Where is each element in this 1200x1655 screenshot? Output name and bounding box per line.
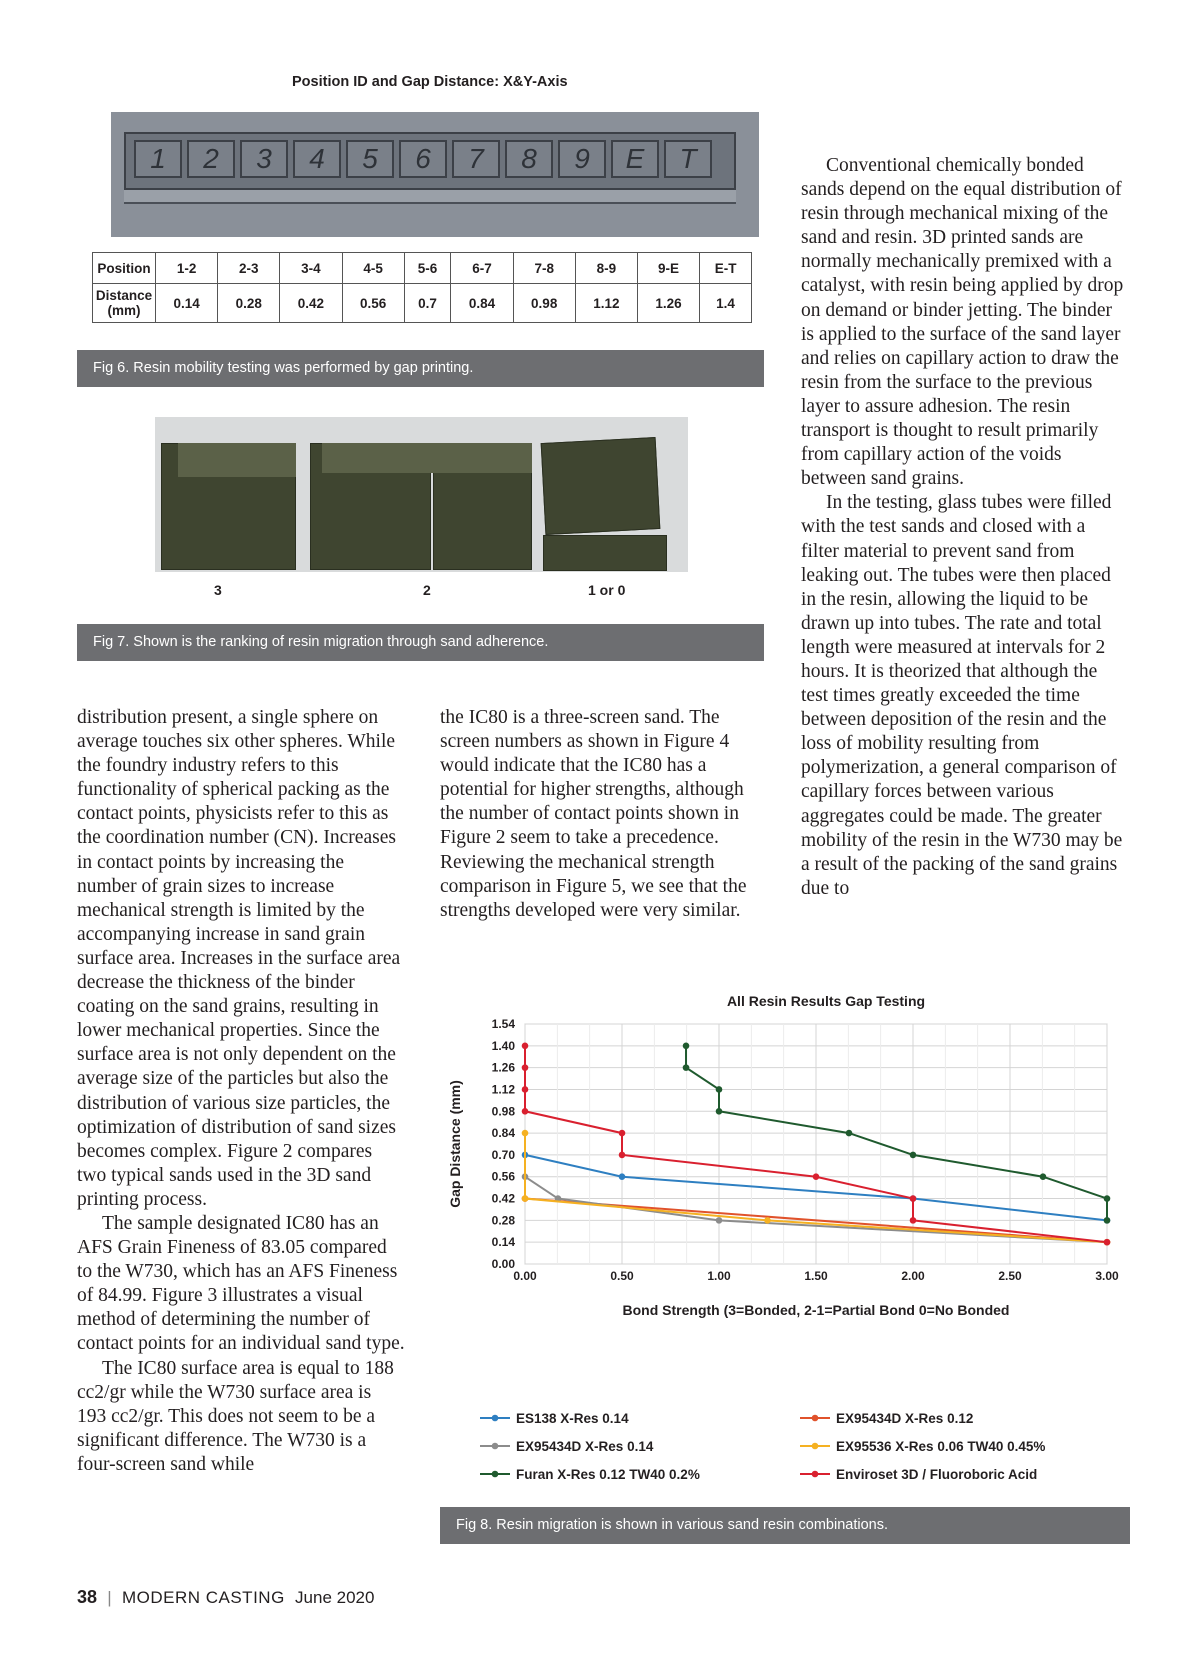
- distance-cell: 0.42: [280, 284, 342, 323]
- position-cell: 9-E: [637, 253, 699, 284]
- y-tick-label: 1.26: [491, 1060, 515, 1075]
- paragraph: In the testing, glass tubes were filled with the test sands and closed with a filter material to prevent sand from leaking out. The tubes were then placed in the resin, allowing the liquid to be drawn up into tubes. The rate and total length were measured at intervals for 2 hours. It is theorized that although the test times greatly exceeded the time between deposition of the resin and the loss of mobility resulting from polymerization, a general comparison of capillary forces between various aggregates could be made. The greater mobility of the resin in the W730 may be a result of the packing of the sand grains due to: [801, 492, 1123, 899]
- data-point: [716, 1086, 723, 1093]
- distance-cell: 1.12: [575, 284, 637, 323]
- position-header: Position: [93, 253, 156, 284]
- position-cell: 6-7: [451, 253, 513, 284]
- data-point: [910, 1195, 917, 1202]
- distance-cell: 0.28: [218, 284, 280, 323]
- legend-label: Enviroset 3D / Fluoroboric Acid: [836, 1467, 1038, 1482]
- block-label: 3: [240, 140, 288, 178]
- distance-header: Distance (mm): [93, 284, 156, 323]
- issue-date: June 2020: [295, 1588, 375, 1607]
- cube-2-top: [322, 443, 532, 473]
- x-tick-label: 0.50: [610, 1269, 634, 1283]
- y-tick-label: 0.98: [491, 1104, 515, 1119]
- data-point: [764, 1217, 771, 1224]
- y-tick-label: 0.56: [491, 1169, 515, 1184]
- data-point: [522, 1064, 529, 1071]
- position-table: [92, 252, 752, 323]
- data-point: [1104, 1239, 1111, 1246]
- distance-cell: 0.7: [404, 284, 451, 323]
- x-tick-label: 1.00: [707, 1269, 731, 1283]
- distance-cell: 1.4: [700, 284, 752, 323]
- position-cell: 5-6: [404, 253, 451, 284]
- block-label: 9: [558, 140, 606, 178]
- block-label: 8: [505, 140, 553, 178]
- cube-label-1-or-0: 1 or 0: [588, 582, 626, 598]
- block-label: 5: [346, 140, 394, 178]
- data-point: [619, 1173, 626, 1180]
- data-point: [846, 1130, 853, 1137]
- data-point: [910, 1152, 917, 1159]
- legend-label: Furan X-Res 0.12 TW40 0.2%: [516, 1467, 700, 1482]
- legend-marker: [492, 1471, 499, 1478]
- x-tick-label: 1.50: [804, 1269, 828, 1283]
- paragraph: The sample designated IC80 has an AFS Grain Fineness of 83.05 compared to the W730, which has an AFS Fineness of 84.99. Figure 3 illustrates a visual method of determining the number of contact points for an individual sand type.: [77, 1212, 405, 1355]
- position-cell: 1-2: [156, 253, 218, 284]
- legend-label: EX95536 X-Res 0.06 TW40 0.45%: [836, 1439, 1046, 1454]
- position-cell: 8-9: [575, 253, 637, 284]
- y-tick-label: 0.84: [491, 1126, 515, 1141]
- fig8-caption: Fig 8. Resin migration is shown in various sand resin combinations.: [440, 1507, 1130, 1544]
- y-tick-label: 0.28: [491, 1213, 515, 1228]
- cube-3-top: [178, 443, 296, 477]
- block-label: 6: [399, 140, 447, 178]
- fig7-caption: Fig 7. Shown is the ranking of resin migration through sand adherence.: [77, 624, 764, 661]
- position-cell: 4-5: [342, 253, 404, 284]
- gap-testing-chart: [440, 996, 1130, 1506]
- block-label: 2: [187, 140, 235, 178]
- paragraph: The IC80 surface area is equal to 188 cc2/gr while the W730 surface area is 193 cc2/gr. This does not seem to be a significant difference. The W730 is a four-screen sand while: [77, 1357, 394, 1475]
- data-point: [522, 1043, 529, 1050]
- page-number: 38: [77, 1587, 98, 1607]
- data-point: [716, 1108, 723, 1115]
- cube-label-3: 3: [214, 582, 222, 598]
- y-tick-label: 0.42: [491, 1191, 515, 1206]
- fig6-caption: Fig 6. Resin mobility testing was performed by gap printing.: [77, 350, 764, 387]
- distance-cell: 1.26: [637, 284, 699, 323]
- legend-label: EX95434D X-Res 0.12: [836, 1411, 974, 1426]
- cube-1-bottom-piece: [543, 535, 667, 571]
- legend-marker: [492, 1415, 499, 1422]
- x-tick-label: 3.00: [1095, 1269, 1119, 1283]
- position-cell: 2-3: [218, 253, 280, 284]
- data-point: [1104, 1195, 1111, 1202]
- data-point: [522, 1195, 529, 1202]
- legend-label: EX95434D X-Res 0.14: [516, 1439, 654, 1454]
- paragraph: Conventional chemically bonded sands depend on the equal distribution of resin through mechanical mixing of the sand and resin. 3D printed sands are normally mechanically premixed with a catalyst, with resin being applied by drop on demand or binder jetting. The binder is applied to the surface of the sand layer and relies on capillary action to draw the resin from the surface to the previous layer to assure adhesion. The resin transport is thought to result primarily from capillary action of the voids between sand grains.: [801, 155, 1124, 490]
- data-point: [683, 1064, 690, 1071]
- data-point: [813, 1173, 820, 1180]
- block-label: 1: [134, 140, 182, 178]
- legend-label: ES138 X-Res 0.14: [516, 1411, 629, 1426]
- distance-cell: 0.56: [342, 284, 404, 323]
- y-tick-label: 0.00: [491, 1257, 515, 1271]
- data-point: [910, 1217, 917, 1224]
- page-footer: [77, 1587, 374, 1608]
- y-tick-label: 0.14: [491, 1235, 515, 1250]
- legend-marker: [812, 1443, 819, 1450]
- text-column-3: [801, 154, 1126, 901]
- text-column-2: [440, 706, 755, 923]
- gap-print-rail: [124, 190, 736, 204]
- position-cell: 3-4: [280, 253, 342, 284]
- y-tick-label: 1.12: [491, 1082, 515, 1097]
- distance-cell: 0.84: [451, 284, 513, 323]
- y-tick-label: 1.54: [491, 1017, 515, 1031]
- legend-marker: [812, 1471, 819, 1478]
- x-tick-label: 2.50: [998, 1269, 1022, 1283]
- fig6-title: Position ID and Gap Distance: X&Y-Axis: [292, 74, 568, 90]
- position-cell: E-T: [700, 253, 752, 284]
- block-label: E: [611, 140, 659, 178]
- x-tick-label: 0.00: [513, 1269, 537, 1283]
- data-point: [683, 1043, 690, 1050]
- legend-marker: [812, 1415, 819, 1422]
- footer-separator: |: [107, 1588, 112, 1607]
- text-column-1: [77, 706, 405, 1477]
- data-point: [1104, 1217, 1111, 1224]
- data-point: [1040, 1173, 1047, 1180]
- position-cell: 7-8: [513, 253, 575, 284]
- data-point: [522, 1130, 529, 1137]
- data-point: [619, 1130, 626, 1137]
- block-label: T: [664, 140, 712, 178]
- cube-1-top-piece: [541, 437, 661, 535]
- block-label: 4: [293, 140, 341, 178]
- y-axis-label: Gap Distance (mm): [447, 1080, 463, 1208]
- cube-label-2: 2: [423, 582, 431, 598]
- x-tick-label: 2.00: [901, 1269, 925, 1283]
- distance-cell: 0.98: [513, 284, 575, 323]
- chart-title: All Resin Results Gap Testing: [726, 996, 926, 1009]
- distance-cell: 0.14: [156, 284, 218, 323]
- y-tick-label: 1.40: [491, 1038, 515, 1053]
- data-point: [716, 1217, 723, 1224]
- data-point: [522, 1086, 529, 1093]
- data-point: [522, 1108, 529, 1115]
- y-tick-label: 0.70: [491, 1147, 515, 1162]
- x-axis-label: Bond Strength (3=Bonded, 2-1=Partial Bond 0=No Bonded: [622, 1302, 1010, 1318]
- paragraph: distribution present, a single sphere on average touches six other spheres. While the foundry industry refers to this functionality of spherical packing as the contact points, physicists refer to this as the coordination number (CN). Increases in contact points by increasing the number of grain sizes to increase mechanical strength is limited by the accompanying increase in sand grain surface area. Increases in the surface area decrease the thickness of the binder coating on the sand grains, resulting in lower mechanical properties. Since the surface area is not only dependent on the average size of the particles but also the distribution of various size particles, the optimization of distribution of sand sizes becomes complex. Figure 2 compares two typical sands used in the 3D sand printing process.: [77, 707, 401, 1210]
- paragraph: the IC80 is a three-screen sand. The screen numbers as shown in Figure 4 would indicate that the IC80 has a potential for higher strengths, although the number of contact points shown in Figure 2 seem to take a precedence. Reviewing the mechanical strength comparison in Figure 5, we see that the strengths developed were very similar.: [440, 707, 747, 921]
- block-label: 7: [452, 140, 500, 178]
- legend-marker: [492, 1443, 499, 1450]
- magazine-name: MODERN CASTING: [121, 1588, 285, 1607]
- data-point: [619, 1152, 626, 1159]
